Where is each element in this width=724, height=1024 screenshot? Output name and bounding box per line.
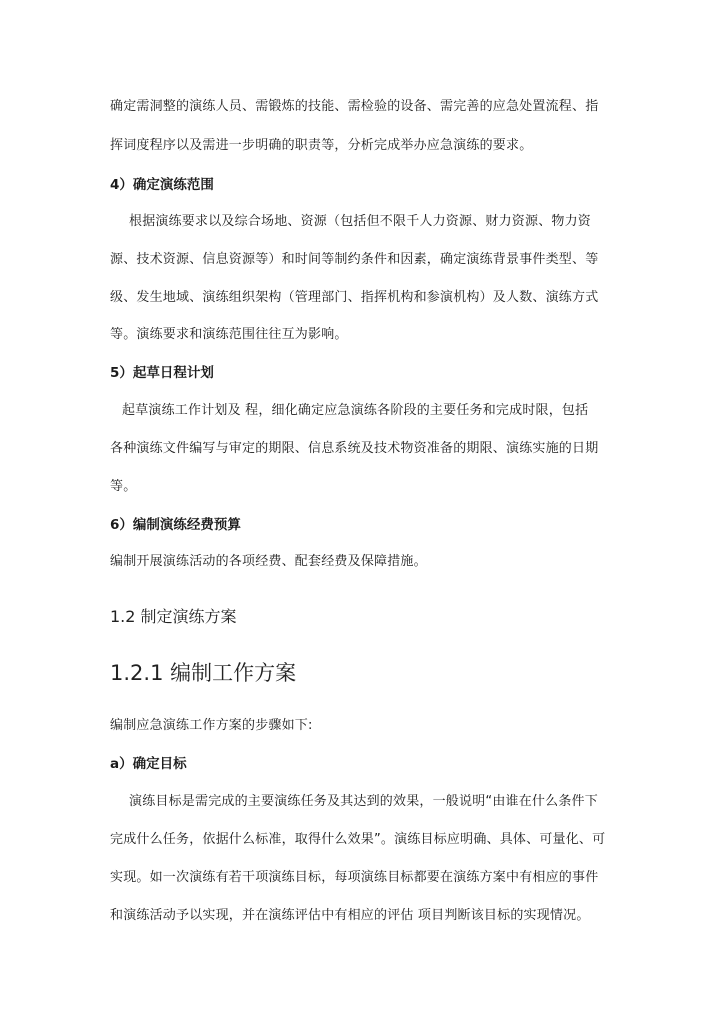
section-1-2-heading: 1.2 制定演练方案 — [110, 607, 237, 626]
section-5-heading: 5）起草日程计划 — [110, 365, 214, 381]
section-a-heading: a）确定目标 — [110, 756, 187, 772]
section-a-line-1: 演练目标是需完成的主要演练任务及其达到的效果，一般说明“由谁在什么条件下 — [129, 794, 598, 809]
section-a-line-4: 和演练活动予以实现，并在演练评估中有相应的评估 项目判断该目标的实现情况。 — [110, 908, 590, 923]
section-a-line-2: 完成什么任务，依据什么标准，取得什么效果”。演练目标应明确、具体、可量化、可 — [110, 832, 606, 847]
section-4-line-4: 等。演练要求和演练范围往往互为影响。 — [110, 327, 348, 342]
section-a-line-3: 实现。如一次演练有若干项演练目标，每项演练目标都要在演练方案中有相应的事件 — [110, 870, 599, 885]
section-5-line-2: 各种演练文件编写与审定的期限、信息系统及技术物资准备的期限、演练实施的日期 — [110, 441, 599, 456]
section-4-line-3: 级、发生地域、演练组织架构（管理部门、指挥机构和参演机构）及人数、演练方式 — [110, 290, 599, 305]
section-1-2-1-lead: 编制应急演练工作方案的步骤如下: — [110, 718, 313, 733]
section-5-line-1: 起草演练工作计划及 程，细化确定应急演练各阶段的主要任务和完成时限，包括 — [122, 403, 589, 418]
section-5-line-3: 等。 — [110, 479, 137, 494]
section-4-line-1: 根据演练要求以及综合场地、资源（包括但不限千人力资源、财力资源、物力资 — [129, 214, 592, 229]
section-4-heading: 4）确定演练范围 — [110, 177, 214, 193]
intro-line-2: 挥词度程序以及需进一步明确的职责等，分析完成举办应急演练的要求。 — [110, 138, 533, 153]
intro-line-1: 确定需洞整的演练人员、需锻炼的技能、需检验的设备、需完善的应急处置流程、指 — [110, 99, 599, 114]
section-6-heading: 6）编制演练经费预算 — [110, 517, 241, 533]
section-4-line-2: 源、技术资源、信息资源等）和时间等制约条件和因素，确定演练背景事件类型、等 — [110, 252, 599, 267]
section-1-2-1-heading: 1.2.1 编制工作方案 — [110, 661, 297, 685]
section-6-line-1: 编制开展演练活动的各项经费、配套经费及保障措施。 — [110, 554, 427, 569]
